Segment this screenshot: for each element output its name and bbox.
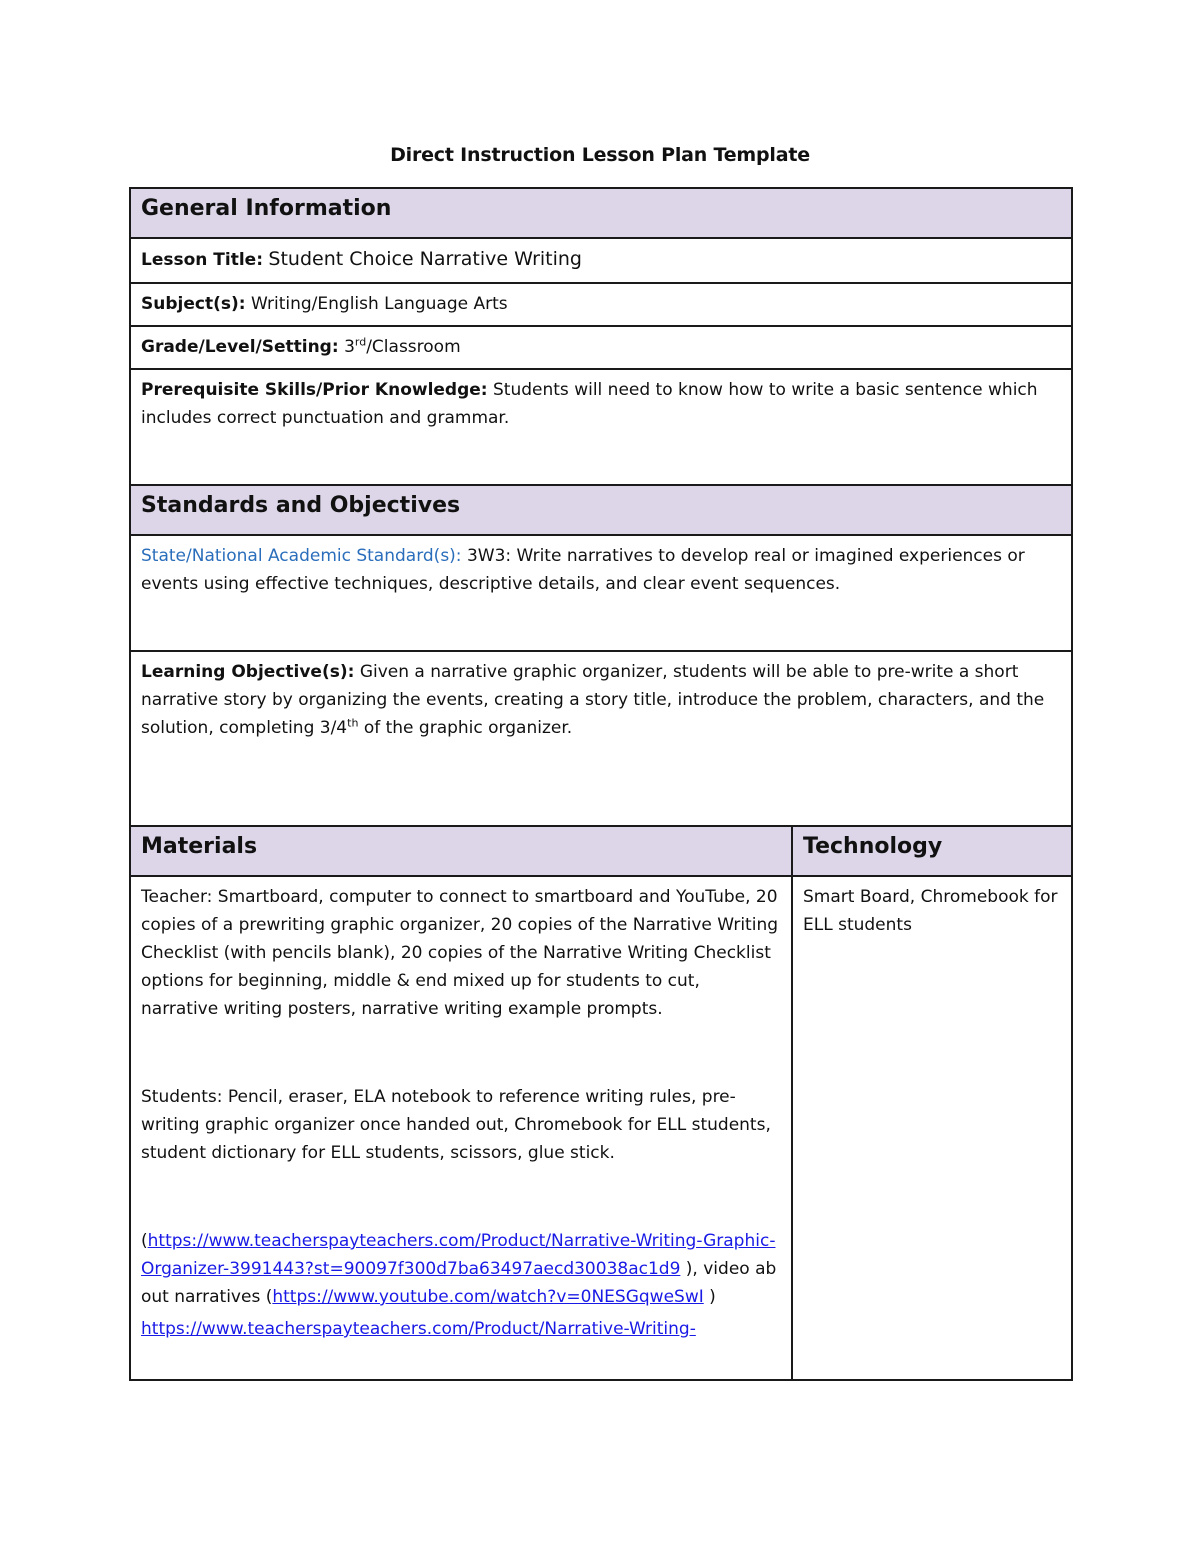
objective-text: Given a narrative graphic organizer, students will be able to pre-write a short narrative story by organizing the events, creating a story title, introduce the problem, characters, and the solution, completing 3/4th of the graphic organizer. — [141, 662, 1045, 738]
document-title: Direct Instruction Lesson Plan Template — [390, 144, 810, 166]
graphic-organizer-link[interactable]: https://www.teacherspayteachers.com/Product/Narrative-Writing-Graphic-Organizer-3991443?st=90097f300d7ba63497aecd30038ac1d9 — [141, 1231, 776, 1279]
grade-value: 3rd/Classroom — [344, 335, 461, 357]
prereq-label: Prerequisite Skills/Prior Knowledge: — [141, 380, 488, 400]
prereq-row — [130, 369, 1072, 485]
general-info-heading: General Information — [130, 188, 1072, 238]
general-info-header-row — [130, 188, 1072, 238]
materials-header-row — [130, 826, 1072, 876]
objective-row — [130, 651, 1072, 826]
student-materials: Students: Pencil, eraser, ELA notebook to reference writing rules, pre-writing graphic organizer once handed out, Chromebook for ELL students, student dictionary for ELL students, scissors, glue stick. — [141, 1087, 771, 1163]
resource-links: (https://www.teacherspayteachers.com/Product/Narrative-Writing-Graphic-Organizer-3991443?st=90097f300d7ba63497aecd30038ac1d9 ), video about narratives (https://www.youtube.com/watch?v=0NESGqweSwI ) — [141, 1231, 777, 1307]
lesson-title-label: Lesson Title: — [141, 250, 264, 270]
lesson-title-value: Student Choice Narrative Writing — [268, 248, 582, 270]
standard-code: 3W3: — [466, 546, 512, 566]
subject-value: Writing/English Language Arts — [250, 294, 508, 314]
technology-heading: Technology — [792, 826, 1072, 876]
lesson-plan-table — [129, 187, 1073, 1381]
lesson-title-row — [130, 238, 1072, 283]
subject-label: Subject(s): — [141, 294, 246, 314]
standard-text: Write narratives to develop real or imagined experiences or events using effective techniques, descriptive details, and clear event sequences. — [141, 546, 1025, 594]
standard-label: State/National Academic Standard(s): — [141, 546, 462, 566]
standard-row — [130, 535, 1072, 651]
grade-row — [130, 326, 1072, 369]
teacher-materials: Teacher: Smartboard, computer to connect to smartboard and YouTube, 20 copies of a prewriting graphic organizer, 20 copies of the Narrative Writing Checklist (with pencils blank), 20 copies of the Narrative Writing Checklist options for beginning, middle & end mixed up for students to cut, narrative writing posters, narrative writing example prompts. — [141, 887, 779, 1019]
prereq-value: Students will need to know how to write a basic sentence which includes correct punctuation and grammar. — [141, 380, 1038, 428]
youtube-video-link[interactable]: https://www.youtube.com/watch?v=0NESGqweSwI — [272, 1287, 704, 1307]
materials-heading: Materials — [130, 826, 792, 876]
technology-cell: Smart Board, Chromebook for ELL students — [792, 876, 1072, 1380]
standards-heading: Standards and Objectives — [130, 485, 1072, 535]
materials-row — [130, 876, 1072, 1380]
subject-row — [130, 283, 1072, 326]
materials-cell — [130, 876, 792, 1380]
narrative-writing-product-link[interactable]: https://www.teacherspayteachers.com/Product/Narrative-Writing- — [141, 1319, 696, 1339]
grade-label: Grade/Level/Setting: — [141, 337, 339, 357]
objective-label: Learning Objective(s): — [141, 662, 355, 682]
standards-header-row — [130, 485, 1072, 535]
